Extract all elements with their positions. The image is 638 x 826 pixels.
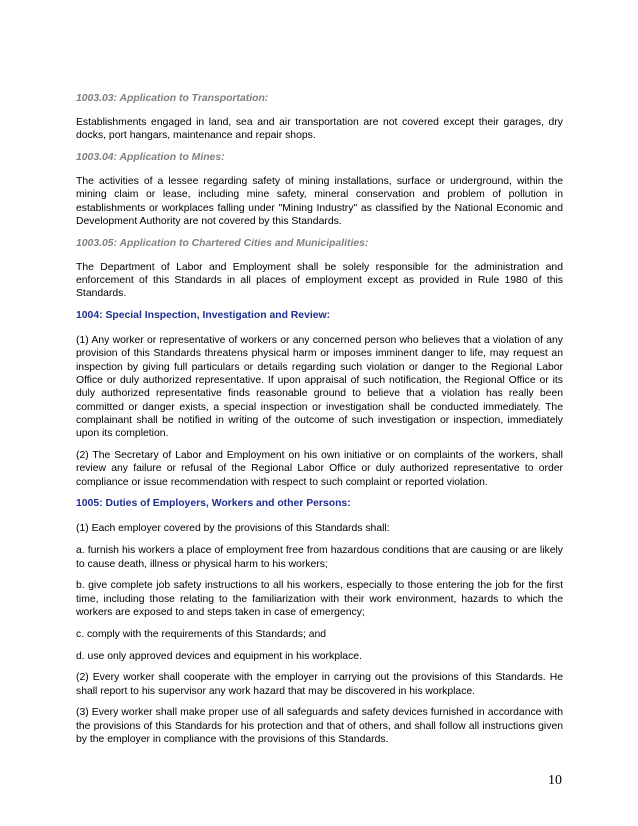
paragraph: d. use only approved devices and equipment in his workplace. [76, 650, 362, 662]
paragraph: (2) The Secretary of Labor and Employment on his own initiative or on complaints of the workers, shall review any failure or refusal of the Regional Labor Office or duly authorized representative to order compliance or issue recommendation with respect to such complaint or reported violation. [76, 450, 563, 488]
document-page [76, 92, 563, 755]
paragraph: (1) Each employer covered by the provisions of this Standards shall: [76, 523, 390, 535]
section-heading-1003-03: 1003.03: Application to Transportation: [76, 93, 269, 104]
paragraph: Establishments engaged in land, sea and air transportation are not covered except their garages, dry docks, port hangars, maintenance and repair shops. [76, 117, 563, 142]
paragraph: a. furnish his workers a place of employment free from hazardous conditions that are causing or are likely to cause death, illness or physical harm to his workers; [76, 545, 563, 570]
paragraph: (2) Every worker shall cooperate with the employer in carrying out the provisions of this Standards. He shall report to his supervisor any work hazard that may be discovered in his workplace. [76, 672, 563, 697]
section-heading-1005: 1005: Duties of Employers, Workers and other Persons: [76, 498, 351, 510]
section-heading-1004: 1004: Special Inspection, Investigation and Review: [76, 310, 331, 322]
paragraph: (1) Any worker or representative of workers or any concerned person who believes that a violation of any provision of this Standards threatens physical harm or imposes imminent danger to life, may request an inspection by giving full particulars or details regarding such violation or danger to the Regional Labor Office or duly authorized representative. If upon appraisal of such notification, the Regional Office or its duly authorized representative finds reasonable ground to believe that a violation has really been committed or danger exists, a special inspection or investigation shall be conducted immediately. The complainant shall be notified in writing of the outcome of such investigation or inspection, immediately upon its completion. [76, 335, 563, 440]
paragraph: The activities of a lessee regarding safety of mining installations, surface or underground, within the mining claim or lease, including mine safety, mineral conservation and problem of pollution in establishments or workplaces falling under "Mining Industry" as classified by the National Economic and Development Authority are not covered by this Standards. [76, 176, 563, 227]
paragraph: (3) Every worker shall make proper use of all safeguards and safety devices furnished in accordance with the provisions of this Standards for his protection and that of others, and shall follow all instructions given by the employer in compliance with the provisions of this Standards. [76, 707, 563, 745]
page-number: 10 [548, 773, 562, 788]
paragraph: c. comply with the requirements of this Standards; and [76, 628, 327, 640]
paragraph: b. give complete job safety instructions to all his workers, especially to those entering the job for the first time, including those relating to the familiarization with their work environment, hazards to which the workers are exposed to and steps taken in case of emergency; [76, 580, 563, 618]
section-heading-1003-04: 1003.04: Application to Mines: [76, 152, 225, 164]
section-heading-1003-05: 1003.05: Application to Chartered Cities and Municipalities: [76, 237, 369, 249]
paragraph: The Department of Labor and Employment shall be solely responsible for the administration and enforcement of this Standards in all places of employment except as provided in Rule 1980 of this Standards. [76, 261, 563, 300]
